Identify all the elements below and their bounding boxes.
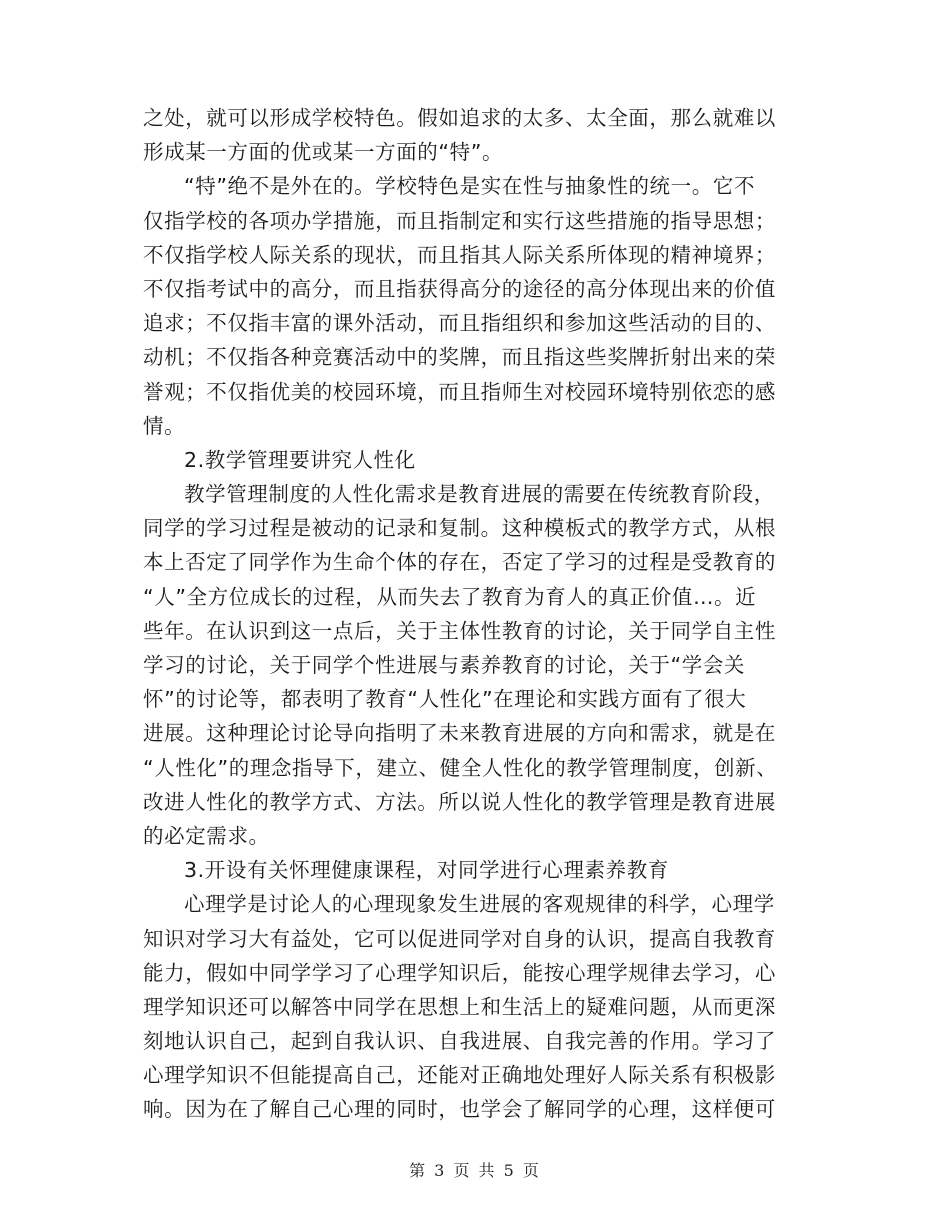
text-line: 本上否定了同学作为生命个体的存在，否定了学习的过程是受教育的 <box>143 550 776 575</box>
text-line: 刻地认识自己，起到自我认识、自我进展、自我完善的作用。学习了 <box>143 1029 776 1054</box>
text-line: “人性化”的理念指导下，建立、健全人性化的教学管理制度，创新、 <box>143 755 778 780</box>
text-line: 誉观；不仅指优美的校园环境，而且指师生对校园环境特别依恋的感 <box>143 379 776 404</box>
text-line: 改进人性化的教学方式、方法。所以说人性化的教学管理是教育进展 <box>143 789 776 814</box>
text-line: 理学知识还可以解答中同学在思想上和生活上的疑难问题，从而更深 <box>143 994 776 1019</box>
text-line: 情。 <box>143 413 186 438</box>
text-line: 能力，假如中同学学习了心理学知识后，能按心理学规律去学习，心 <box>143 960 776 985</box>
text-line: “人”全方位成长的过程，从而失去了教育为育人的真正价值…。近 <box>143 584 757 609</box>
text-line: 形成某一方面的优或某一方面的“特”。 <box>143 140 504 165</box>
text-line: 知识对学习大有益处，它可以促进同学对自身的认识，提高自我教育 <box>143 926 776 951</box>
text-line: 3.开设有关怀理健康课程，对同学进行心理素养教育 <box>184 858 669 883</box>
text-line: 不仅指考试中的高分，而且指获得高分的途径的高分体现出来的价值 <box>143 276 776 301</box>
text-line: 之处，就可以形成学校特色。假如追求的太多、太全面，那么就难以 <box>143 106 776 130</box>
text-line: 不仅指学校人际关系的现状，而且指其人际关系所体现的精神境界； <box>143 242 776 267</box>
text-line: 怀”的讨论等，都表明了教育“人性化”在理论和实践方面有了很大 <box>143 687 747 712</box>
text-line: 的必定需求。 <box>143 823 270 848</box>
page-number: 第 3 页 共 5 页 <box>409 1161 541 1180</box>
body-text <box>143 101 803 1127</box>
text-line: 2.教学管理要讲究人性化 <box>184 447 416 472</box>
text-line: 进展。这种理论讨论导向指明了未来教育进展的方向和需求，就是在 <box>143 721 776 746</box>
text-line: 追求；不仅指丰富的课外活动，而且指组织和参加这些活动的目的、 <box>143 311 776 336</box>
text-line: 心理学是讨论人的心理现象发生进展的客观规律的科学，心理学 <box>184 892 775 917</box>
text-line: 仅指学校的各项办学措施，而且指制定和实行这些措施的指导思想； <box>143 208 776 233</box>
text-line: 同学的学习过程是被动的记录和复制。这种模板式的教学方式，从根 <box>143 516 776 541</box>
text-line: 些年。在认识到这一点后，关于主体性教育的讨论，关于同学自主性 <box>143 618 776 643</box>
text-line: 学习的讨论，关于同学个性进展与素养教育的讨论，关于“学会关 <box>143 653 746 677</box>
text-line: 响。因为在了解自己心理的同时，也学会了解同学的心理，这样便可 <box>143 1097 776 1122</box>
text-line: 心理学知识不但能提高自己，还能对正确地处理好人际关系有积极影 <box>143 1063 776 1088</box>
text-line: “特”绝不是外在的。学校特色是实在性与抽象性的统一。它不 <box>184 174 756 199</box>
text-line: 教学管理制度的人性化需求是教育进展的需要在传统教育阶段， <box>184 482 775 507</box>
text-line: 动机；不仅指各种竞赛活动中的奖牌，而且指这些奖牌折射出来的荣 <box>143 345 776 370</box>
